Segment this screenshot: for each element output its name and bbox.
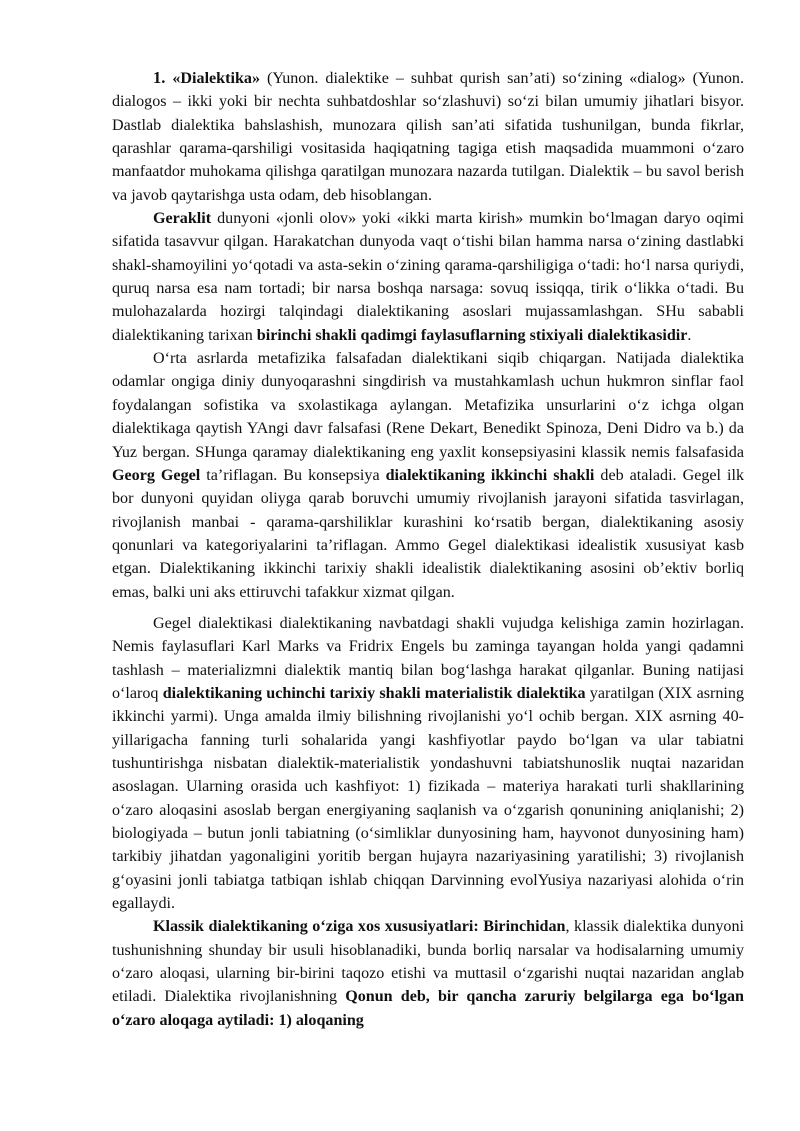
bold-text: Geraklit	[153, 210, 212, 228]
paragraph-2	[112, 207, 744, 347]
bold-text: 1.	[153, 68, 166, 87]
body-text: Gegel dialektikasi dialektikaning navbatdagi shakli vujudga kelishiga zamin hozirlagan. Nemis faylasuflari Karl Marks va Fridrix Engels bu zaminga tayangan holda yangi qadamni tashlash – materializmni dialektik mantiq bilan bog‘lashga harakat qilganlar. Buning natijasi o‘laroq	[112, 614, 744, 702]
bold-text: birinchi shakli qadimgi faylasuflarning stixiyali dialektikasidir	[256, 326, 688, 344]
body-text: , klassik dialektika dunyoni tushunishning shunday bir usuli hisoblanadiki, bunda borliq narsalar va hodisalarning umumiy o‘zaro aloqasi, ularning bir-birini taqozo etishi va muttasil o‘zgarishi nuqtai nazaridan anglab etiladi. Dialektika rivojlanishning	[112, 918, 744, 1006]
bold-text: Klassik dialektikaning o‘ziga xos xususiyatlari: Birinchidan	[153, 918, 566, 936]
body-text: .	[687, 326, 692, 344]
body-text: ta’riflagan. Bu konsepsiya	[200, 466, 386, 484]
paragraph-5	[112, 915, 744, 1032]
body-text: (Yunon. dialektike – suhbat qurish san’ati) so‘zining «dialog» (Yunon. dialogos – ikki yoki bir nechta suhbatdoshlar so‘zlashuvi) so‘zi bilan umumiy jihatlari bisyor. Dastlab dialektika bahslashish, munozara qilish san’ati sifatida tushunilgan, bunda fikrlar, qarashlar qarama-qarshiligi vositasida haqiqatning tagiga etish maqsadida muammoni o‘zaro manfaatdor muhokama qilishga qaratilgan munozara nazarda tutilgan. Dialektik – bu savol berish va javob qaytarishga usta odam, deb hisoblangan.	[112, 70, 744, 204]
body-text: dunyoni «jonli olov» yoki «ikki marta kirish» mumkin bo‘lmagan daryo oqimi sifatida tasavvur qilgan. Harakatchan dunyoda vaqt o‘tishi bilan hamma narsa o‘zining dastlabki shakl-shamoyilini yo‘qotadi va asta-sekin o‘zining qarama-qarshiligiga o‘tadi: ho‘l narsa quriydi, quruq narsa esa nam tortadi; bir narsa boshqa narsaga: sovuq issiqqa, tirik o‘likka o‘tadi. Bu mulohazalarda hozirgi talqindagi dialektikaning asoslari mujassamlashgan. SHu sababli dialektikaning tarixan	[112, 210, 744, 344]
document-page	[112, 66, 744, 1032]
bold-text: Qonun deb, bir qancha zaruriy belgilarga ega bo‘lgan o‘zaro aloqaga aytiladi: 1) aloqaning	[112, 988, 744, 1029]
body-text: yaratilgan (XIX asrning ikkinchi yarmi). Unga amalda ilmiy bilishning rivojlanishi yo‘l ochib bergan. XIX asrning 40-yillarigacha fanning turli sohalarida yangi kashfiyotlar paydo bo‘lgan va ular tabiatni tushuntirishga nisbatan dialektik-materialistik yondashuvni tabiatshunoslik nuqtai nazaridan asoslagan. Ularning orasida uch kashfiyot: 1) fizikada – materiya harakati turli shakllarining o‘zaro aloqasini asoslab bergan energiyaning saqlanish va o‘zgarish qonunining aniqlanishi; 2) biologiyada – butun jonli tabiatning (o‘simliklar dunyosining ham, hayvonot dunyosining ham) tarkibiy jihatdan yagonaligini yoritib bergan hujayra nazariyasining yaratilishi; 3) rivojlanish g‘oyasini jonli tabiatga tatbiqan ishlab chiqqan Darvinning evolYusiya nazariyasi alohida o‘rin egallaydi.	[112, 684, 744, 913]
body-text: O‘rta asrlarda metafizika falsafadan dialektikani siqib chiqargan. Natijada dialektika odamlar ongiga diniy dunyoqarashni singdirish va mustahkamlash uchun hukmron sinflar faol foydalangan sofistika va sxolastikaga aylangan. Metafizika unsurlarini o‘z ichga olgan dialektikaga qaytish YAngi davr falsafasi (Rene Dekart, Benedikt Spinoza, Deni Didro va b.) da Yuz bergan. SHunga qaramay dialektikaning eng yaxlit konsepsiyasini klassik nemis falsafasida	[112, 350, 744, 461]
paragraph-4	[112, 612, 744, 915]
body-text: deb ataladi. Gegel ilk bor dunyoni quyidan oliyga qarab boruvchi umumiy rivojlanish jarayoni sifatida tasvirlagan, rivojlanish manbai - qarama-qarshiliklar kurashini ko‘rsatib bergan, dialektikaning asosiy qonunlari va kategoriyalarini ta’riflagan. Ammo Gegel dialektikasi idealistik xususiyat kasb etgan. Dialektikaning ikkinchi tarixiy shakli idealistik dialektikaning asosini ob’ektiv borliq emas, balki uni aks ettiruvchi tafakkur xizmat qilgan.	[112, 466, 744, 601]
bold-text: dialektikaning uchinchi tarixiy shakli materialistik dialektika	[162, 684, 586, 702]
bold-text: dialektikaning ikkinchi shakli	[385, 466, 595, 484]
paragraph-1	[112, 66, 744, 207]
bold-text: Georg Gegel	[112, 466, 201, 484]
paragraph-3	[112, 347, 744, 604]
bold-text: «Dialektika»	[172, 70, 261, 87]
